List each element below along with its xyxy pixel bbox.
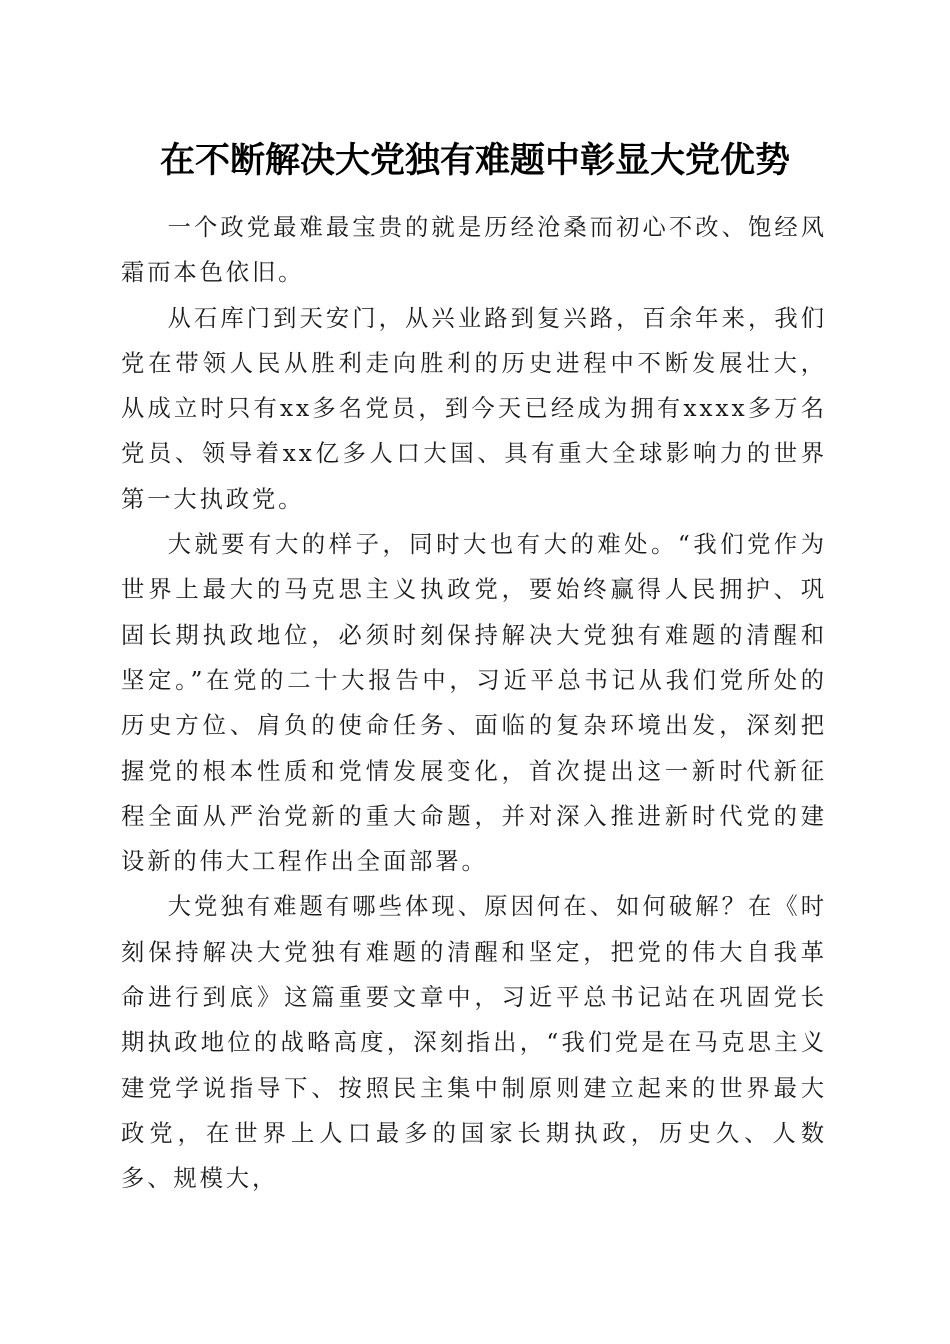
document-title: 在不断解决大党独有难题中彰显大党优势	[159, 140, 790, 181]
paragraph-4: 大党独有难题有哪些体现、原因何在、如何破解？在《时刻保持解决大党独有难题的清醒和坚定，把党的伟大自我革命进行到底》这篇重要文章中，习近平总书记站在巩固党长期执政地位的战略高度，深刻指出，“我们党是在马克思主义建党学说指导下、按照民主集中制原则建立起来的世界最大政党，在世界上人口最多的国家长期执政，历史久、人数多、规模大，	[121, 893, 827, 1193]
paragraph-2: 从石库门到天安门，从兴业路到复兴路，百余年来，我们党在带领人民从胜利走向胜利的历史进程中不断发展壮大，从成立时只有xx多名党员，到今天已经成为拥有xxxx多万名党员、领导着xx亿多人口大国、具有重大全球影响力的世界第一大执政党。	[121, 304, 827, 513]
paragraph-3: 大就要有大的样子，同时大也有大的难处。“我们党作为世界上最大的马克思主义执政党，要始终赢得人民拥护、巩固长期执政地位，必须时刻保持解决大党独有难题的清醒和坚定。”在党的二十大报告中，习近平总书记从我们党所处的历史方位、肩负的使命任务、面临的复杂环境出发，深刻把握党的根本性质和党情发展变化，首次提出这一新时代新征程全面从严治党新的重大命题，并对深入推进新时代党的建设新的伟大工程作出全面部署。	[121, 531, 827, 876]
document-body	[121, 205, 827, 1202]
paragraph-1: 一个政党最难最宝贵的就是历经沧桑而初心不改、饱经风霜而本色依旧。	[121, 214, 827, 287]
